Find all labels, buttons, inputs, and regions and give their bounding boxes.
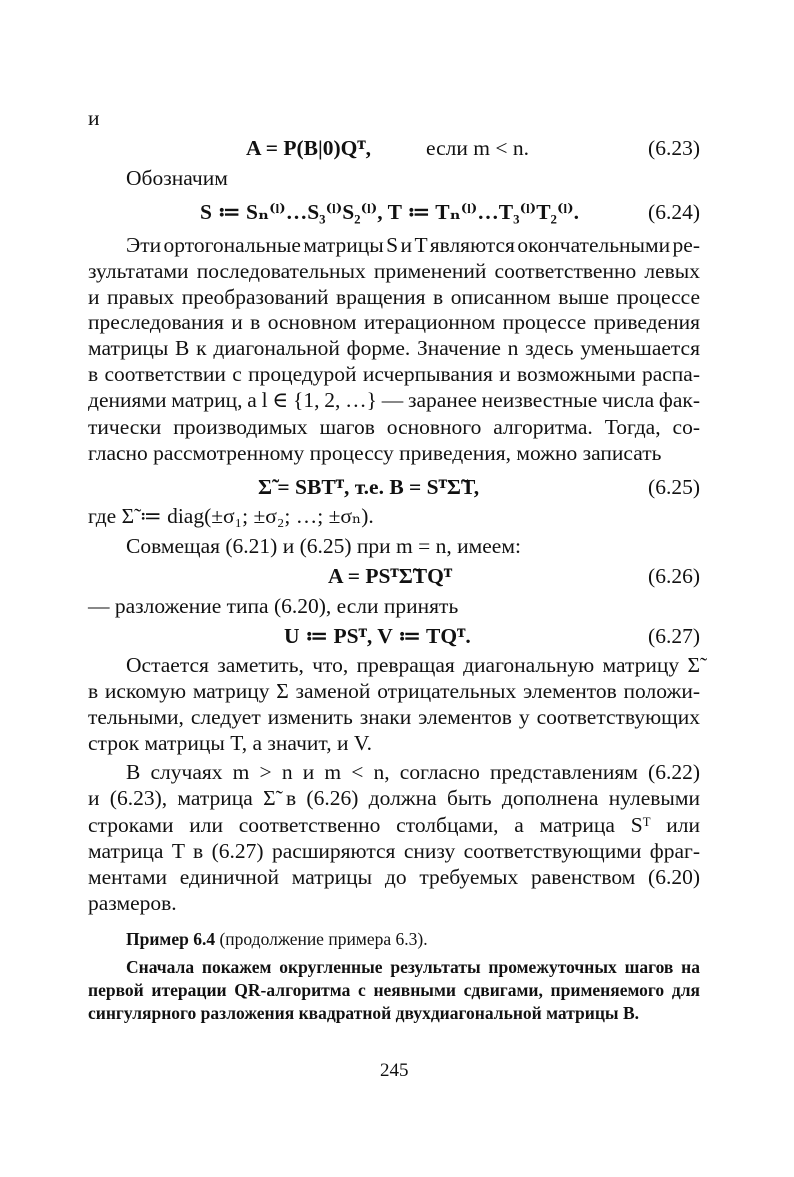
text-line: Обозначим xyxy=(126,166,228,190)
text-line: первой итерации QR-алгоритма с неявными сдвигами, применяемого для xyxy=(88,980,700,1000)
text-line: преследования и в основном итерационном процессе приведения xyxy=(88,310,700,334)
page-number: 245 xyxy=(380,1060,409,1081)
text-line: сингулярного разложения квадратной двухдиагональной матрицы B. xyxy=(88,1003,640,1023)
equation-6-27: U ≔ PSᵀ, V ≔ TQᵀ. xyxy=(284,624,471,648)
text-line: и (6.23), матрица Σ̃ в (6.26) должна быть дополнена нулевыми xyxy=(88,786,700,810)
text-line: в искомую матрицу Σ заменой отрицательных элементов положи- xyxy=(88,679,700,703)
equation-6-23: A = P(B|0)Qᵀ, xyxy=(246,136,372,160)
text-line: Совмещая (6.21) и (6.25) при m = n, имеем: xyxy=(126,534,521,558)
text-line: тически производимых шагов основного алгоритма. Тогда, со- xyxy=(88,415,700,439)
equation-number: (6.24) xyxy=(648,200,700,224)
text-line: строк матрицы T, а значит, и V. xyxy=(88,731,372,755)
text-line: тельными, следует изменить знаки элементов у соответствующих xyxy=(88,705,700,729)
equation-number: (6.23) xyxy=(648,136,700,160)
equation-number: (6.26) xyxy=(648,564,700,588)
equation-6-25: Σ̃ = SBTᵀ, т.е. B = SᵀΣ̃T, xyxy=(258,475,480,499)
example-heading xyxy=(126,929,700,950)
example-subtitle: (продолжение примера 6.3). xyxy=(215,929,428,949)
equation-6-26: A = PSᵀΣ̃TQᵀ xyxy=(328,564,453,588)
equation-number: (6.27) xyxy=(648,624,700,648)
text-line: и правых преобразований вращения в описанном выше процессе xyxy=(88,285,700,309)
text-line: матрица T в (6.27) расширяются снизу соответствующими фраг- xyxy=(88,839,700,863)
text-line: В случаях m > n и m < n, согласно представлениям (6.22) xyxy=(126,760,700,784)
text-line: гласно рассмотренному процессу приведения, можно записать xyxy=(88,441,662,465)
equation-condition: если m < n. xyxy=(426,136,529,160)
text-line: Остается заметить, что, превращая диагональную матрицу Σ̃ xyxy=(126,653,700,677)
text-line: где Σ̃ ≔ diag(±σ₁; ±σ₂; …; ±σₙ). xyxy=(88,504,374,528)
example-title: Пример 6.4 xyxy=(126,929,216,949)
text-line: и xyxy=(88,106,100,130)
equation-6-24: S ≔ Sₙ⁽ˡ⁾…S₃⁽ˡ⁾S₂⁽ˡ⁾, T ≔ Tₙ⁽ˡ⁾…T₃⁽ˡ⁾T₂⁽ˡ⁾. xyxy=(200,200,579,224)
text-line: в соответствии с процедурой исчерпывания и возможными распа- xyxy=(88,362,700,386)
text-line: строками или соответственно столбцами, а матрица Sᵀ или xyxy=(88,813,700,837)
text-line: ментами единичной матрицы до требуемых равенством (6.20) xyxy=(88,865,700,889)
text-line: дениями матриц, а l ∈ {1, 2, …} — заранее неизвестные числа фак- xyxy=(88,388,700,412)
text-line: зультатами последовательных применений соответственно левых xyxy=(88,259,700,283)
text-line: Сначала покажем округленные результаты промежуточных шагов на xyxy=(126,957,700,977)
text-line: Эти ортогональные матрицы S и T являются окончательными ре- xyxy=(126,233,700,257)
text-line: — разложение типа (6.20), если принять xyxy=(88,594,459,618)
text-line: матрицы B к диагональной форме. Значение n здесь уменьшается xyxy=(88,336,700,360)
text-line: размеров. xyxy=(88,891,177,915)
equation-number: (6.25) xyxy=(648,475,700,499)
